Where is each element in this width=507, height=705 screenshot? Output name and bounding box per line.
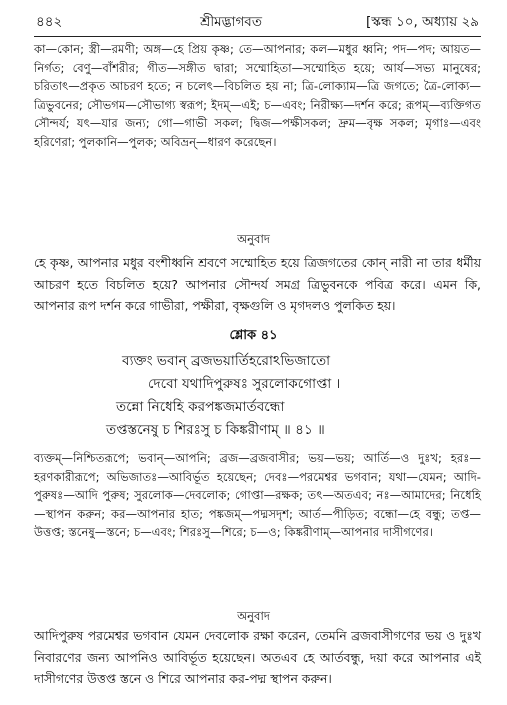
section-reference: [স্কন্ধ ১০, অধ্যায় ২৯ bbox=[366, 13, 479, 30]
verse-line-1: ব্যক্তং ভবান্ ব্রজভয়ার্তিহরোঽভিজাতো bbox=[122, 353, 331, 369]
page-header bbox=[36, 12, 479, 32]
verse-line-2: দেবো যথাদিপুরুষঃ সুরলোকগোপ্তা । bbox=[148, 376, 341, 392]
synonyms-paragraph-bottom: ব্যক্তম্—নিশ্চিতরূপে; ভবান্—আপনি; ব্রজ—ব্রজবাসীর; ভয়—ভয়; আর্তি—ও দুঃখ; হরঃ—হরণকারীরূপে; অভিজাতঃ—আবির্ভূত হয়েছেন; দেবঃ—পরমেশ্বর ভগবান; যথা—যেমন; আদি-পুরুষঃ—আদি পুরুষ; সুরলোক—দেবলোক; গোপ্তা—রক্ষক; তৎ—অতএব; নঃ—আমাদের; নিধেহি—স্থাপন করুন; কর—আপনার হাত; পঙ্কজম্—পদ্মসদৃশ; আর্ত—পীড়িত; বন্ধো—হে বন্ধু; তপ্ত—উত্তপ্ত; স্তনেষু—স্তনে; চ—এবং; শিরঃসু—শিরে; চ—ও; কিঙ্করীণাম্—আপনার দাসীগণের। bbox=[34, 451, 481, 540]
translation-paragraph-1: হে কৃষ্ণ, আপনার মধুর বংশীধ্বনি শ্রবণে সম্মোহিত হয়ে ত্রিজগতের কোন্ নারী না তার ধর্মীয় আচরণ হতে বিচলিত হয়ে? আপনার সৌন্দর্য সমগ্র ত্রিভুবনকে পবিত্র করে। এমন কি, আপনার রূপ দর্শন করে গাভীরা, পক্ষীরা, বৃক্ষগুলি ও মৃগদলও পুলকিত হয়। bbox=[34, 255, 481, 314]
verse-line-4: তপ্তস্তনেষু চ শিরঃসু চ কিঙ্করীণাম্ ॥ ৪১ ॥ bbox=[106, 422, 325, 438]
book-title: শ্রীমদ্ভাগবত bbox=[200, 13, 262, 30]
page-number: ৪৪২ bbox=[36, 13, 63, 30]
translation-heading-2: অনুবাদ bbox=[237, 609, 270, 623]
verse-line-3: তন্নো নিধেহি করপঙ্কজমার্তবন্ধো bbox=[116, 399, 285, 415]
translation-heading-1: অনুবাদ bbox=[237, 232, 270, 246]
verse-number: শ্লোক ৪১ bbox=[229, 328, 278, 343]
translation-paragraph-2: আদিপুরুষ পরমেশ্বর ভগবান যেমন দেবলোক রক্ষা করেন, তেমনি ব্রজবাসীগণের ভয় ও দুঃখ নিবারণের জন্য আপনিও আবির্ভূত হয়েছেন। অতএব হে আর্তবন্ধু, দয়া করে আপনার এই দাসীগণের উত্তপ্ত স্তনে ও শিরে আপনার কর-পদ্ম স্থাপন করুন। bbox=[34, 628, 481, 687]
header-rule bbox=[34, 36, 481, 37]
synonyms-paragraph-top: কা—কোন; স্ত্রী—রমণী; অঙ্গ—হে প্রিয় কৃষ্ণ; তে—আপনার; কল—মধুর ধ্বনি; পদ—পদ; আয়ত—নির্গত; বেণু—বাঁশরীর; গীত—সঙ্গীত দ্বারা; সম্মোহিতা—সম্মোহিত হয়ে; আর্য—সভ্য মানুষের; চরিতাৎ—প্রকৃত আচরণ হতে; ন চলেৎ—বিচলিত হয় না; ত্রি-লোক্যাম—ত্রি জগতে; ত্রৈ-লোক্য—ত্রিভুবনের; সৌভগম—সৌভাগ্য স্বরূপ; ইদম্—এই; চ—এবং; নিরীক্ষ্য—দর্শন করে; রূপম্—ব্যক্তিগত সৌন্দর্য; যৎ—যার জন্য; গো—গাভী সকল; দ্বিজ—পক্ষীসকল; দ্রুম—বৃক্ষ সকল; মৃগাঃ—এবং হরিণেরা; পুলকানি—পুলক; অবিভ্রন্—ধারণ করেছেন। bbox=[34, 42, 481, 149]
